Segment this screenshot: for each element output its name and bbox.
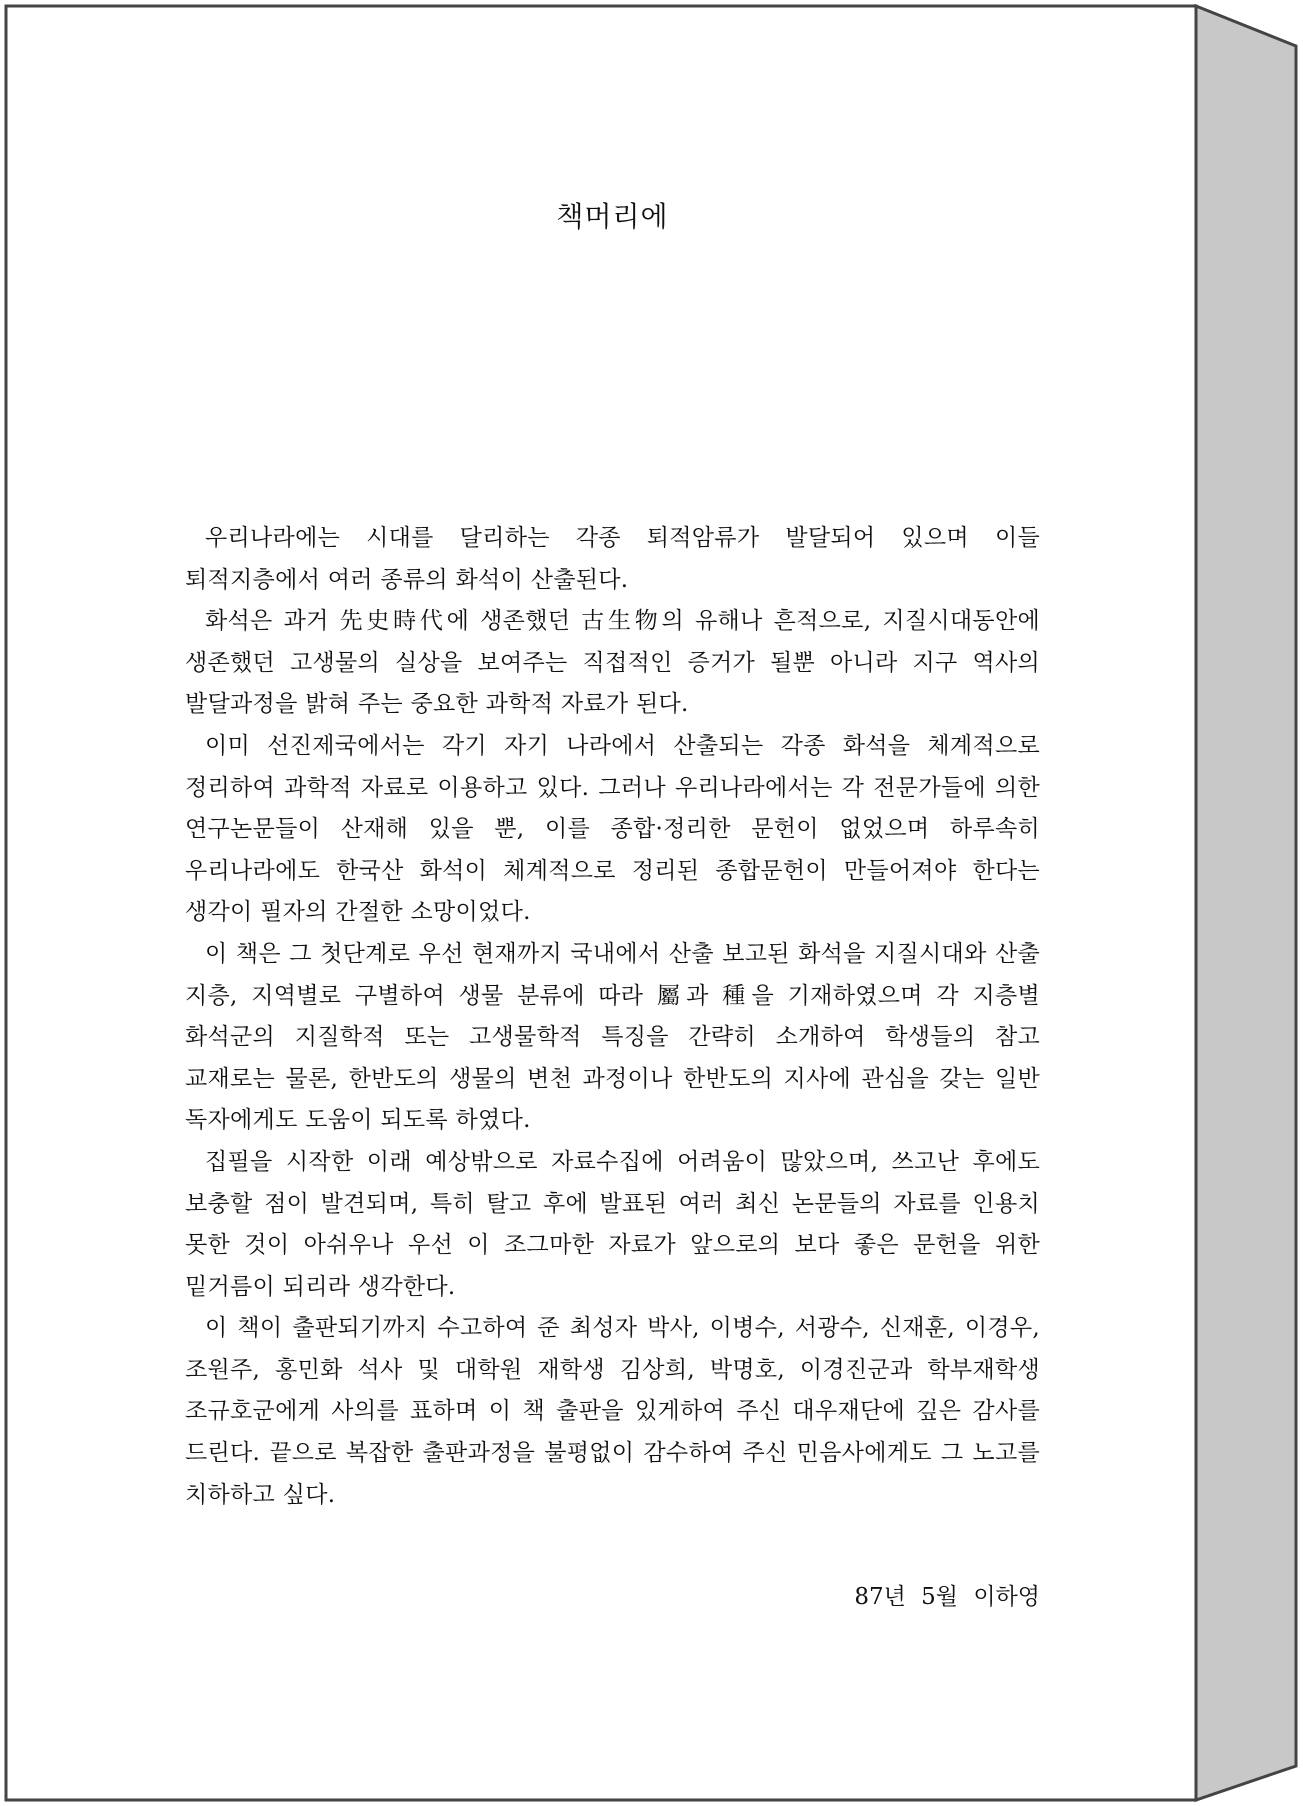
paragraph-1: 우리나라에는 시대를 달리하는 각종 퇴적암류가 발달되어 있으며 이들 퇴적지층에서 여러 종류의 화석이 산출된다. [185, 525, 1040, 593]
paragraph-2: 화석은 과거 先史時代에 생존했던 古生物의 유해나 흔적으로, 지질시대동안에 생존했던 고생물의 실상을 보여주는 직접적인 증거가 될뿐 아니라 지구 역사의 발달과정을 밝혀 주는 중요한 과학적 자료가 된다. [185, 608, 1040, 718]
signature: 87년 5월 이하영 [854, 1584, 1040, 1610]
paragraph-4: 이 책은 그 첫단계로 우선 현재까지 국내에서 산출 보고된 화석을 지질시대와 산출 지층, 지역별로 구별하여 생물 분류에 따라 屬과 種을 기재하였으며 각 지층별 화석군의 지질학적 또는 고생물학적 특징을 간략히 소개하여 학생들의 참고 교재로는 물론, 한반도의 생물의 변천 과정이나 한반도의 지사에 관심을 갖는 일반 독자에게도 도움이 되도록 하였다. [185, 940, 1040, 1134]
paragraph-5: 집필을 시작한 이래 예상밖으로 자료수집에 어려움이 많았으며, 쓰고난 후에도 보충할 점이 발견되며, 특히 탈고 후에 발표된 여러 최신 논문들의 자료를 인용치 못한 것이 아쉬우나 우선 이 조그마한 자료가 앞으로의 보다 좋은 문헌을 위한 밑거름이 되리라 생각한다. [185, 1148, 1040, 1300]
paragraph-6: 이 책이 출판되기까지 수고하여 준 최성자 박사, 이병수, 서광수, 신재훈, 이경우, 조원주, 홍민화 석사 및 대학원 재학생 김상희, 박명호, 이경진군과 학부재학생 조규호군에게 사의를 표하며 이 책 출판을 있게하여 주신 대우재단에 깊은 감사를 드린다. 끝으로 복잡한 출판과정을 불평없이 감수하여 주신 민음사에게도 그 노고를 치하하고 싶다. [185, 1315, 1040, 1508]
paragraph-3: 이미 선진제국에서는 각기 자기 나라에서 산출되는 각종 화석을 체계적으로 정리하여 과학적 자료로 이용하고 있다. 그러나 우리나라에서는 각 전문가들에 의한 연구논문들이 산재해 있을 뿐, 이를 종합·정리한 문헌이 없었으며 하루속히 우리나라에도 한국산 화석이 체계적으로 정리된 종합문헌이 만들어져야 한다는 생각이 필자의 간절한 소망이었다. [185, 732, 1040, 926]
preface-body [185, 518, 1040, 1516]
page-title: 책머리에 [556, 200, 669, 233]
book-spine [1196, 6, 1296, 1800]
